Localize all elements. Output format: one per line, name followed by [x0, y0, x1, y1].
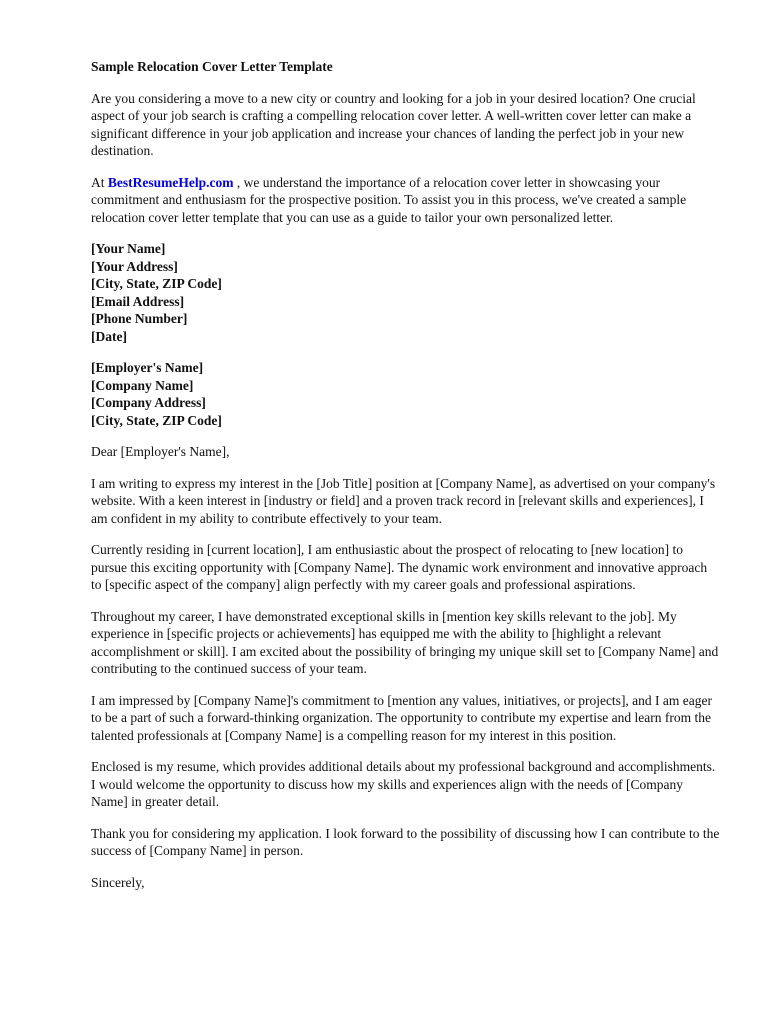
body-paragraph-skills: Throughout my career, I have demonstrated exceptional skills in [mention key skills relevant to the job]. My experience in [specific projects or achievements] has equipped me with the ability to [highlight a relevant accomplishment or skill]. I am excited about the possibility of bringing my unique skill set to [Company Name] and contributing to the continued success of your team. — [91, 608, 719, 676]
sender-address-line: [Your Address] — [91, 258, 178, 274]
salutation: Dear [Employer's Name], — [91, 444, 230, 459]
closing-line: Sincerely, — [91, 874, 145, 890]
recipient-employer-line: [Employer's Name] — [91, 360, 204, 375]
recipient-company-line: [Company Name] — [91, 377, 194, 393]
sender-city-line: [City, State, ZIP Code] — [91, 276, 222, 291]
brand-paragraph-suffix: , we understand the importance of a relocation cover letter in showcasing your commitment and enthusiasm for the prospective position. To assist you in this process, we've created a sample relocation cover letter template that you can use as a guide to tailor your own personalized letter. — [91, 174, 687, 225]
sender-info-block — [91, 240, 720, 345]
body-paragraph-thanks: Thank you for considering my application. I look forward to the possibility of discussing how I can contribute to the success of [Company Name] in person. — [91, 825, 720, 858]
body-paragraph-interest: I am writing to express my interest in the [Job Title] position at [Company Name], as advertised on your company's website. With a keen interest in [industry or field] and a proven track record in [relevant skills and experiences], I am confident in my ability to contribute effectively to your team. — [91, 475, 716, 526]
sender-name-line: [Your Name] — [91, 241, 166, 256]
document-title: Sample Relocation Cover Letter Template — [91, 59, 333, 74]
sender-phone-line: [Phone Number] — [91, 311, 188, 326]
intro-paragraph: Are you considering a move to a new city or country and looking for a job in your desired location? One crucial aspect of your job search is crafting a compelling relocation cover letter. A well-written cover letter can make a significant difference in your job application and increase your chances of landing the perfect job in your new destination. — [91, 90, 696, 158]
sender-date-line: [Date] — [91, 328, 127, 344]
body-paragraph-relocation: Currently residing in [current location], I am enthusiastic about the prospect of relocating to [new location] to pursue this exciting opportunity with [Company Name]. The dynamic work environment and innovative approach to [specific aspect of the company] align perfectly with my career goals and professional aspirations. — [91, 542, 708, 592]
recipient-info-block — [91, 359, 720, 429]
recipient-city-line: [City, State, ZIP Code] — [91, 412, 222, 428]
sender-email-line: [Email Address] — [91, 293, 185, 309]
brand-paragraph — [91, 174, 720, 227]
recipient-address-line: [Company Address] — [91, 395, 206, 410]
body-paragraph-resume: Enclosed is my resume, which provides additional details about my professional background and accomplishments. I would welcome the opportunity to discuss how my skills and experiences align with the needs of [Company Name] in greater detail. — [91, 759, 716, 809]
bestresumehelp-link[interactable]: BestResumeHelp.com — [107, 174, 234, 190]
body-paragraph-company-values: I am impressed by [Company Name]'s commitment to [mention any values, initiatives, or projects], and I am eager to be a part of such a forward-thinking organization. The opportunity to contribute my expertise and learn from the talented professionals at [Company Name] is a compelling reason for my interest in this position. — [91, 692, 713, 743]
brand-paragraph-prefix: At — [91, 174, 108, 190]
